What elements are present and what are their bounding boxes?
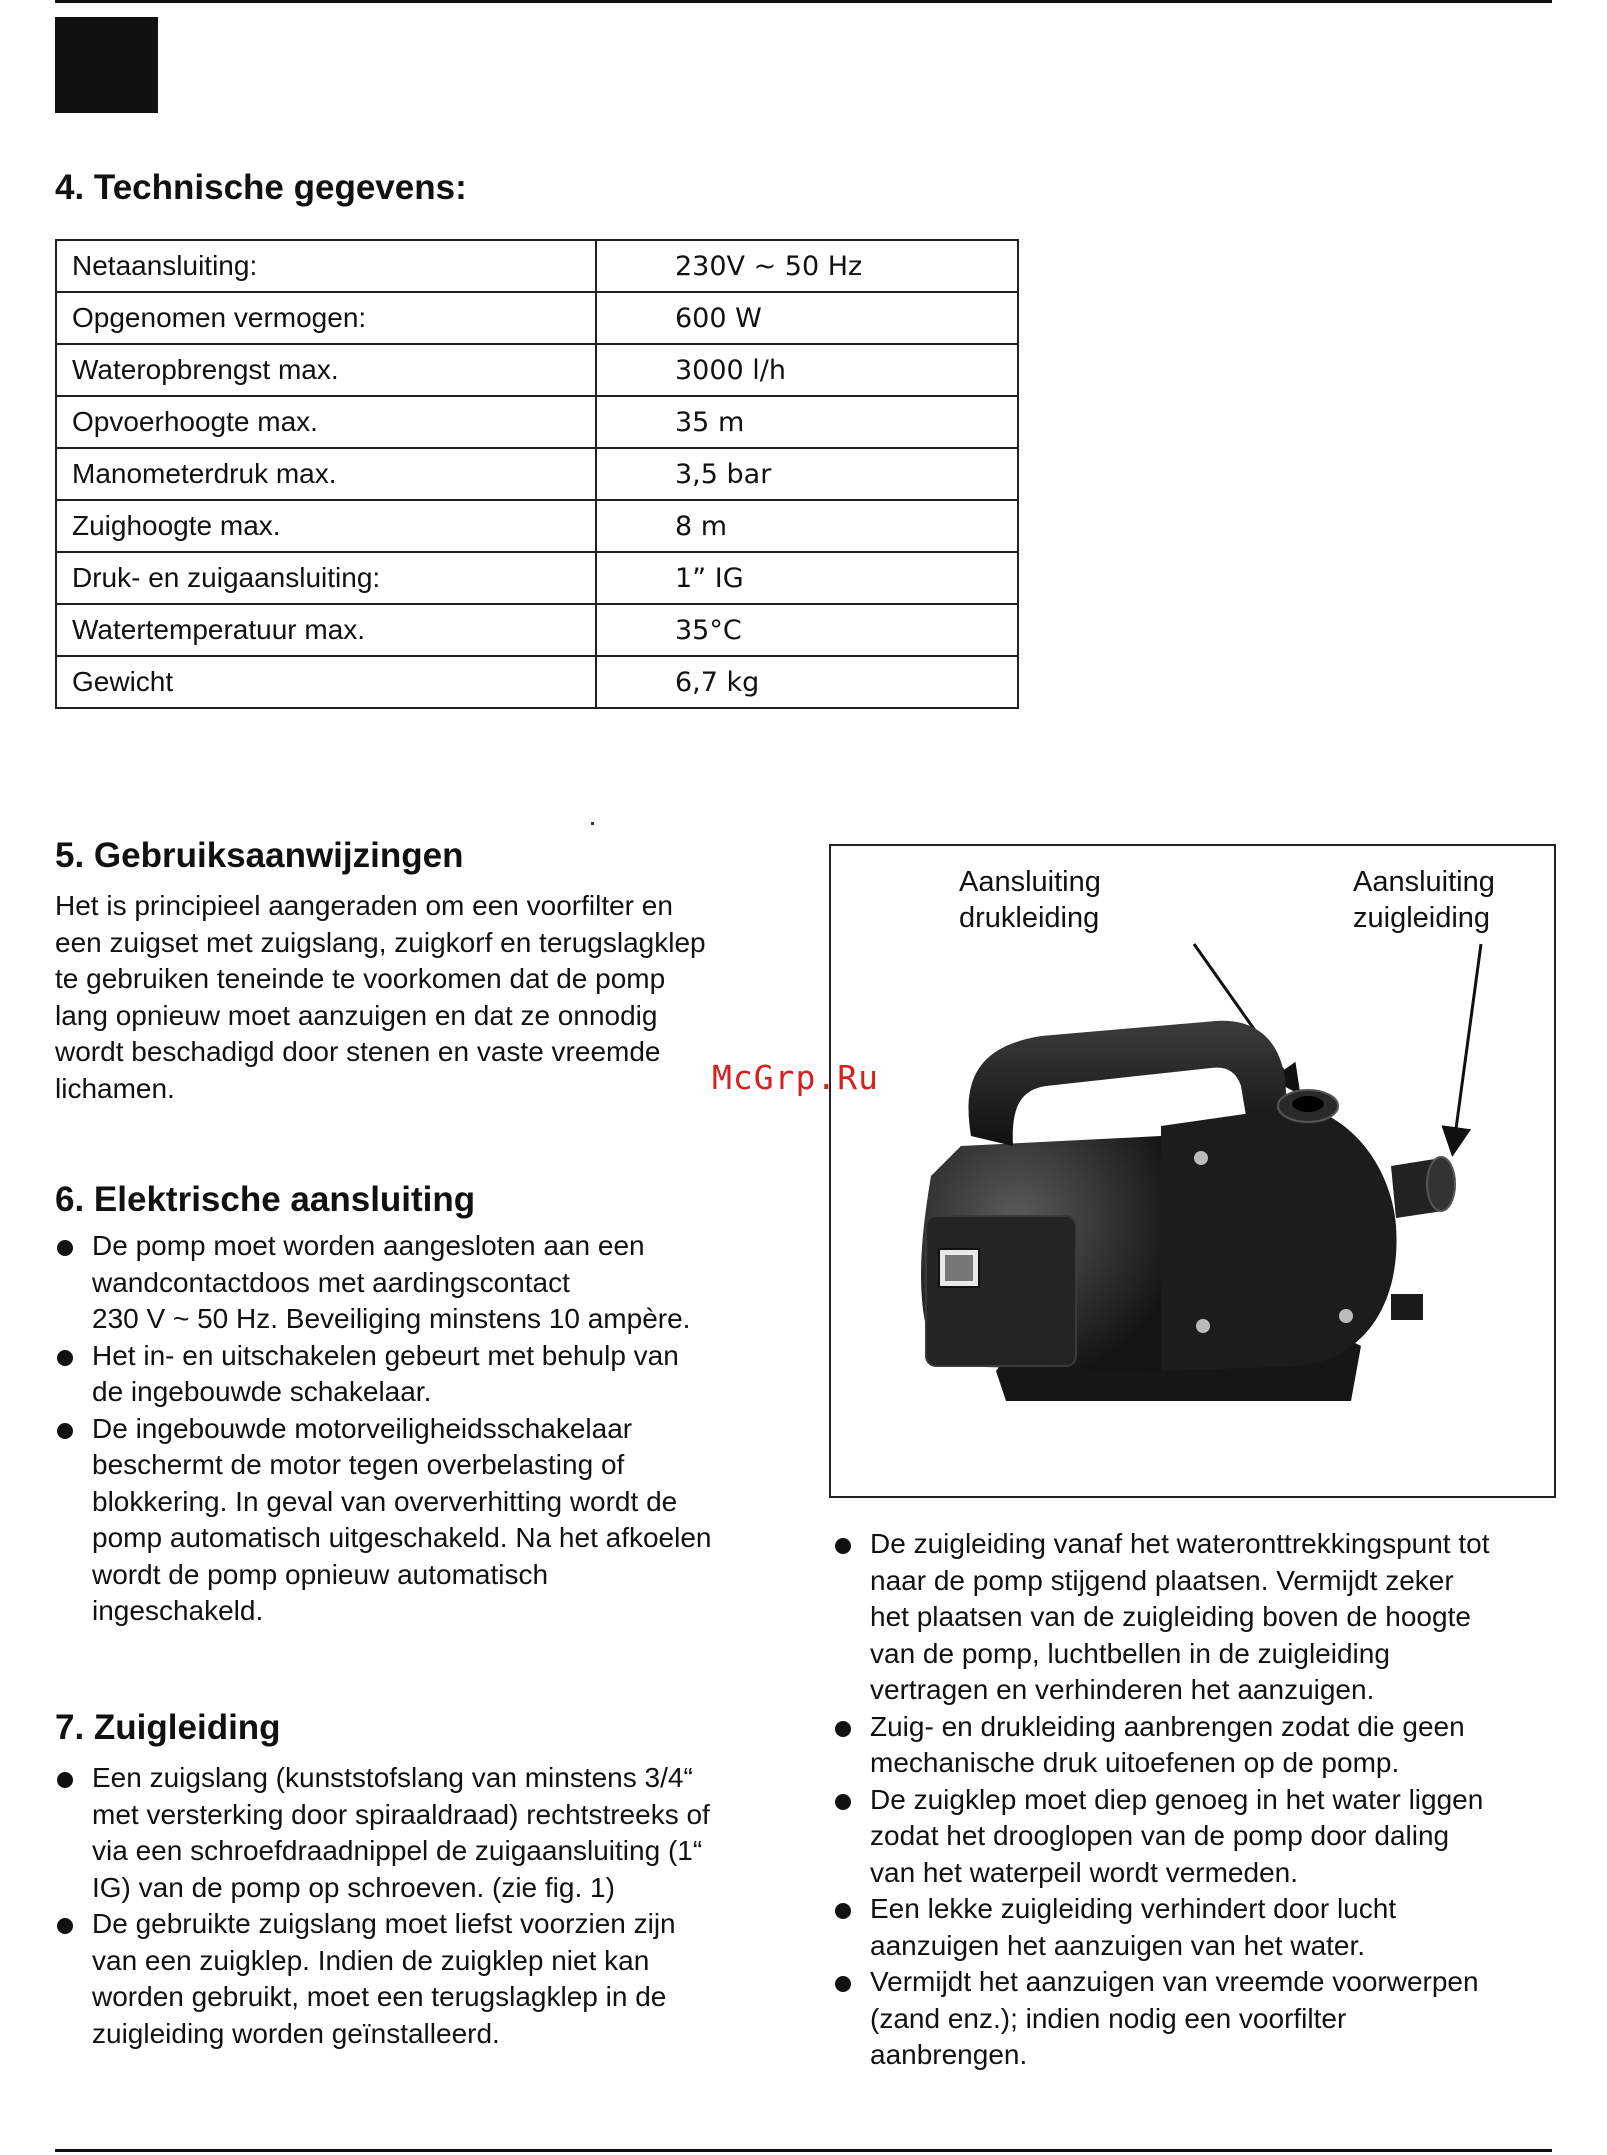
text-line: De zuigleiding vanaf het wateronttrekkingspunt tot [870, 1528, 1490, 1559]
pump-illustration [831, 846, 1554, 1496]
list-item [833, 1526, 1490, 1709]
port-opening [1292, 1096, 1324, 1112]
text-line: worden gebruikt, moet een terugslagklep in de [92, 1981, 667, 2012]
table-row [56, 656, 1018, 708]
text-line: blokkering. In geval van oververhitting wordt de [92, 1485, 678, 1517]
text-line: via een schroefdraadnippel de zuigaansluiting (1“ [92, 1835, 703, 1866]
text-line: naar de pomp stijgend plaatsen. Vermijdt zeker [870, 1564, 1454, 1596]
table-row [56, 240, 1018, 292]
watermark: McGrp.Ru [712, 1058, 879, 1097]
spec-value: 1” IG [596, 552, 1018, 604]
text-line: drukleiding [959, 902, 1100, 934]
text-line: wordt de pomp opnieuw automatisch [92, 1558, 549, 1590]
port-opening [1427, 1157, 1455, 1211]
table-row [56, 396, 1018, 448]
list-item [833, 1709, 1490, 1782]
text-line: van een zuigklep. Indien de zuigklep niet kan [92, 1944, 650, 1976]
spec-label: Zuighoogte max. [56, 500, 596, 552]
spec-label: Druk- en zuigaansluiting: [56, 552, 596, 604]
text-line: De zuigklep moet diep genoeg in het water liggen [870, 1783, 1484, 1815]
spec-value: 35 m [596, 396, 1018, 448]
text-line: van de pomp, luchtbellen in de zuigleiding [870, 1637, 1390, 1669]
text-line: Het in- en uitschakelen gebeurt met behulp van [92, 1339, 679, 1371]
bottom-rule [55, 2149, 1552, 2152]
spec-label: Gewicht [56, 656, 596, 708]
list-item [55, 1228, 712, 1338]
text-line: zuigleiding [1353, 902, 1491, 934]
spec-label: Opvoerhoogte max. [56, 396, 596, 448]
text-line: aanzuigen het aanzuigen van het water. [870, 1929, 1366, 1961]
text-line: De pomp moet worden aangesloten aan een [92, 1230, 645, 1261]
spec-value: 3,5 bar [596, 448, 1018, 500]
text-line: Aansluiting [1353, 866, 1495, 898]
text-line: lichamen. [55, 1072, 175, 1104]
pump-head [1161, 1106, 1397, 1371]
text-line: ingeschakeld. [92, 1595, 264, 1626]
switch-rocker [945, 1255, 973, 1281]
table-row [56, 604, 1018, 656]
table-row [56, 552, 1018, 604]
section-5-body [55, 888, 706, 1107]
top-rule [55, 0, 1552, 3]
table-row [56, 500, 1018, 552]
section-5-title: 5. Gebruiksaanwijzingen [55, 836, 464, 875]
text-line: aanbrengen. [870, 2039, 1028, 2070]
screw [1196, 1319, 1210, 1333]
text-line: met versterking door spiraaldraad) rechtstreeks of [92, 1798, 710, 1830]
table-row [56, 344, 1018, 396]
spec-value: 8 m [596, 500, 1018, 552]
text-line: Vermijdt het aanzuigen van vreemde voorwerpen [870, 1966, 1479, 1997]
list-item [55, 1338, 712, 1411]
list-item [833, 1891, 1490, 1964]
text-line: mechanische druk uitoefenen op de pomp. [870, 1747, 1400, 1778]
text-line: van het waterpeil wordt vermeden. [870, 1856, 1298, 1888]
text-line: beschermt de motor tegen overbelasting of [92, 1449, 625, 1480]
drain-plug [1391, 1294, 1423, 1320]
spec-label: Watertemperatuur max. [56, 604, 596, 656]
pump-figure [829, 844, 1556, 1498]
spec-label: Netaansluiting: [56, 240, 596, 292]
text-line: (zand enz.); indien nodig een voorfilter [870, 2002, 1347, 2034]
text-line: Het is principieel aangeraden om een voorfilter en [55, 890, 673, 921]
text-line: de ingebouwde schakelaar. [92, 1376, 432, 1407]
text-line: 230 V ~ 50 Hz. Beveiliging minstens 10 ampère. [92, 1303, 691, 1334]
spec-value: 3000 l/h [596, 344, 1018, 396]
section-6-list [55, 1228, 712, 1630]
stray-dot [591, 822, 594, 825]
text-line: wordt beschadigd door stenen en vaste vreemde [55, 1036, 661, 1067]
spec-value: 600 W [596, 292, 1018, 344]
pointer-arrow-suction [1453, 944, 1481, 1151]
text-line: Een zuigslang (kunststofslang van minstens 3/4“ [92, 1762, 693, 1793]
section-6-title: 6. Elektrische aansluiting [55, 1180, 476, 1219]
text-line: vertragen en verhinderen het aanzuigen. [870, 1674, 1375, 1705]
list-item [833, 1782, 1490, 1892]
spec-value: 35°C [596, 604, 1018, 656]
text-line: zodat het drooglopen van de pomp door daling [870, 1820, 1450, 1851]
text-line: het plaatsen van de zuigleiding boven de hoogte [870, 1601, 1471, 1632]
text-line: Zuig- en drukleiding aanbrengen zodat die geen [870, 1710, 1465, 1742]
text-line: pomp automatisch uitgeschakeld. Na het afkoelen [92, 1522, 712, 1553]
text-line: Een lekke zuigleiding verhindert door lucht [870, 1893, 1397, 1924]
text-line: De gebruikte zuigslang moet liefst voorzien zijn [92, 1908, 676, 1939]
text-line: wandcontactdoos met aardingscontact [92, 1266, 570, 1298]
screw [1339, 1309, 1353, 1323]
text-line: een zuigset met zuigslang, zuigkorf en terugslagklep [55, 926, 706, 958]
spec-label: Manometerdruk max. [56, 448, 596, 500]
section-7-list [55, 1760, 710, 2052]
text-line: zuigleiding worden geïnstalleerd. [92, 2017, 500, 2049]
spec-value: 6,7 kg [596, 656, 1018, 708]
screw [1194, 1151, 1208, 1165]
text-line: IG) van de pomp op schroeven. (zie fig. 1) [92, 1871, 615, 1903]
text-line: te gebruiken teneinde te voorkomen dat de pomp [55, 963, 666, 994]
text-line: lang opnieuw moet aanzuigen en dat ze onnodig [55, 999, 658, 1031]
text-line: Aansluiting [959, 866, 1101, 898]
list-item [55, 1906, 710, 2052]
table-row [56, 292, 1018, 344]
spec-value: 230V ~ 50 Hz [596, 240, 1018, 292]
spec-table [55, 239, 1019, 709]
section-4-title: 4. Technische gegevens: [55, 168, 467, 207]
spec-label: Wateropbrengst max. [56, 344, 596, 396]
text-line: De ingebouwde motorveiligheidsschakelaar [92, 1412, 633, 1444]
list-item [55, 1760, 710, 1906]
switch-panel [926, 1216, 1076, 1366]
table-row [56, 448, 1018, 500]
right-column-list [833, 1526, 1490, 2074]
section-7-title: 7. Zuigleiding [55, 1708, 281, 1747]
spec-label: Opgenomen vermogen: [56, 292, 596, 344]
list-item [833, 1964, 1490, 2074]
list-item [55, 1411, 712, 1630]
section-marker-block [55, 17, 158, 113]
